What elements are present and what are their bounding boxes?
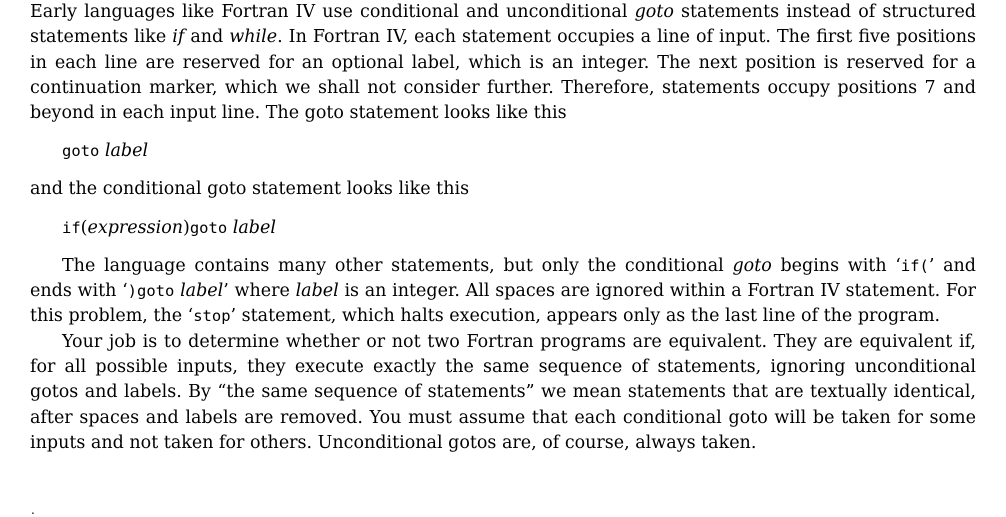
intro-text-4: . In Fortran IV, each statement occupies a line of input. The first five positions in each line are reserved for an optional label, which is an integer. The next position is reserved for a continuation marker, which we shall not consider further. Therefore, statements occupy positions 7 and beyond in each input line. The goto statement looks like this: [30, 27, 976, 124]
intro-paragraph: [30, 0, 976, 126]
statements-text-4: ’ where: [223, 281, 296, 302]
statements-paragraph: [30, 254, 976, 330]
statements-text-3: ’ and ends with ‘: [30, 255, 976, 302]
if-keyword: if: [62, 218, 81, 237]
goto-syntax-example: [30, 139, 976, 164]
label-italic-1: label: [180, 281, 224, 302]
goto-label-placeholder: label: [104, 141, 149, 162]
goto-keyword: goto: [189, 218, 228, 237]
task-paragraph: Your job is to determine whether or not two Fortran programs are equivalent. They are equivalent if, for all possible inputs, they execute exactly the same sequence of statements, ignoring unconditional gotos and labels. By “the same sequence of statements” we mean statements that are textually identical, after spaces and labels are removed. You must assume that each conditional goto will be taken for some inputs and not taken for others. Unconditional gotos are, of course, always taken.: [30, 331, 976, 453]
stop-code: stop: [193, 307, 231, 326]
intro-goto-italic: goto: [634, 2, 674, 22]
goto-keyword: goto: [62, 142, 100, 161]
statements-text-2: begins with ‘: [771, 255, 901, 276]
intro-while-italic: while: [229, 27, 278, 48]
intro-text-1: Early languages like Fortran IV use conditional and unconditional: [30, 2, 635, 22]
open-paren: (: [80, 217, 88, 238]
intro-if-italic: if: [172, 27, 185, 48]
label-placeholder: label: [232, 217, 276, 238]
statements-text-5: is an integer. All spaces are ignored within a Fortran IV statement. For this problem, the ‘: [30, 281, 976, 327]
paren-goto-code: )goto: [127, 282, 175, 301]
if-paren-code: if(: [900, 256, 929, 275]
label-italic-2: label: [295, 281, 339, 302]
statements-text-1: The language contains many other statements, but only the conditional: [62, 255, 733, 276]
expression-placeholder: expression: [87, 217, 184, 238]
statements-goto-italic: goto: [732, 255, 772, 276]
close-paren: ): [183, 217, 190, 238]
intro-text-2: statements instead of structured statements like: [30, 2, 976, 48]
conditional-intro-line: and the conditional goto statement looks like this: [30, 179, 470, 200]
document-body: [30, 0, 976, 456]
conditional-goto-syntax-example: [30, 216, 976, 241]
stray-mark: .: [31, 503, 35, 517]
intro-text-3: and: [184, 27, 230, 48]
statements-text-6: ’ statement, which halts execution, appears only as the last line of the program.: [230, 306, 941, 327]
